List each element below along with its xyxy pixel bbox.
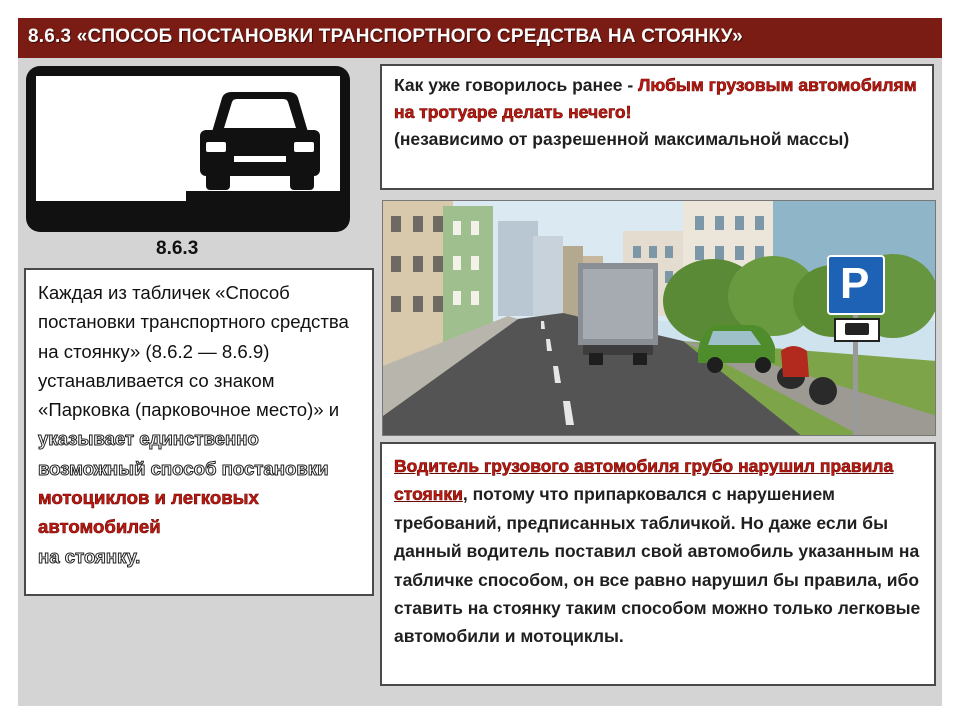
sign-8-6-3 [26, 66, 350, 232]
bottom-highlight: Водитель грузового автомобиля грубо нарушил правила стоянки [394, 456, 894, 505]
left-text-highlight: мотоциклов и легковых автомобилей [38, 487, 259, 538]
top-note: (независимо от разрешенной максимальной массы) [394, 129, 850, 149]
top-prefix: Как уже говорилось ранее - [394, 75, 639, 95]
left-description-box [24, 268, 374, 596]
left-text-normal: Каждая из табличек «Способ постановки транспортного средства на стоянку» (8.6.2 — 8.6.9) устанавливается со знаком «Парковка (парковочное место)» и [38, 282, 349, 421]
parking-sign-letter: P [840, 259, 870, 308]
car-on-sidewalk-icon [26, 66, 350, 232]
street-illustration [383, 201, 936, 436]
street-scene-image [382, 200, 936, 436]
slide-title: 8.6.3 «СПОСОБ ПОСТАНОВКИ ТРАНСПОРТНОГО СРЕДСТВА НА СТОЯНКУ» [28, 26, 743, 47]
top-highlight: Любым грузовым автомобилям на тротуаре делать нечего! [394, 75, 917, 122]
bottom-explanation-box [380, 442, 936, 686]
top-note-box [380, 64, 934, 190]
title-bar [18, 18, 942, 58]
left-text-end: на стоянку. [38, 545, 141, 567]
bottom-text: , потому что припарковался с нарушением требований, предписанных табличкой. Но даже если бы данный водитель поставил свой автомобиль указанным на табличке способом, он все равно нарушил бы правила, ибо ставить на стоянку таким способом можно только легковые автомобили и мотоциклы. [394, 484, 921, 647]
sign-caption: 8.6.3 [156, 238, 199, 259]
left-text-outlined: указывает единственно возможный способ постановки [38, 428, 329, 479]
